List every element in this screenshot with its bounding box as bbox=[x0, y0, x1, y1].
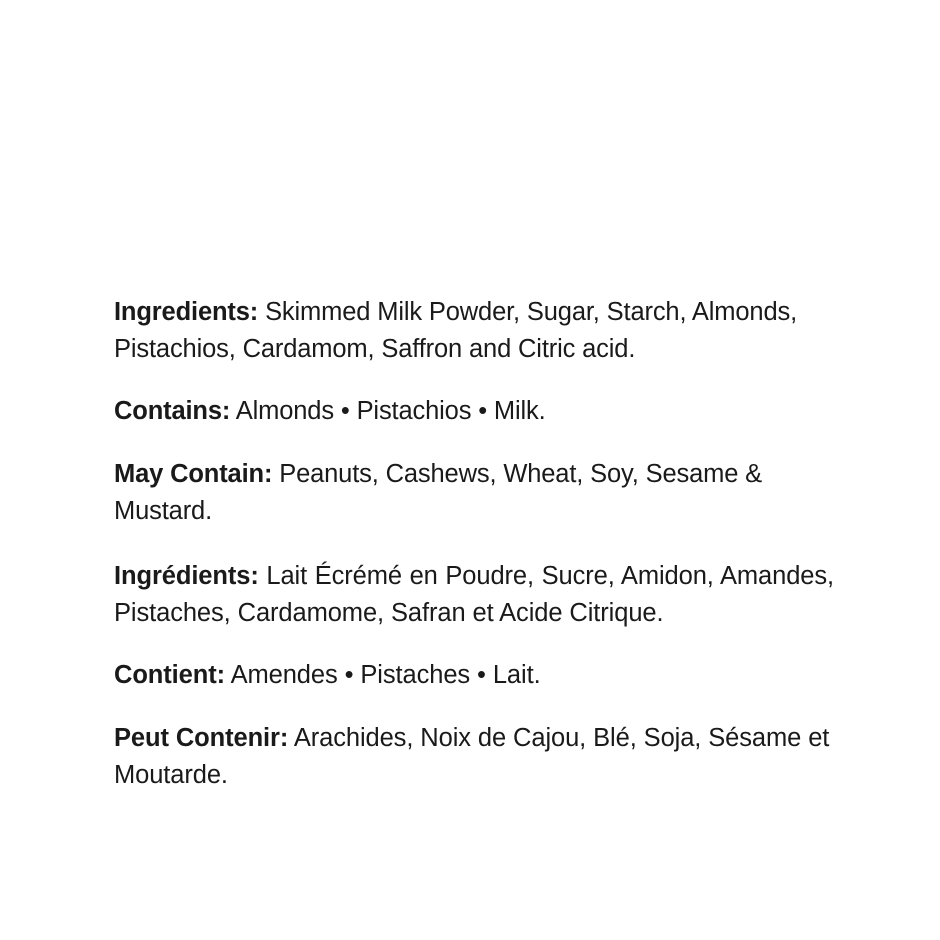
french-ingredients-heading: Ingrédients: bbox=[114, 561, 259, 590]
french-may-contain-line bbox=[114, 720, 837, 794]
english-may-contain-line bbox=[114, 456, 834, 530]
french-section bbox=[114, 558, 841, 794]
french-contains-heading: Contient: bbox=[114, 661, 225, 689]
english-ingredients-line bbox=[114, 294, 834, 368]
english-contains-heading: Contains: bbox=[114, 397, 231, 425]
french-ingredients-line bbox=[114, 558, 841, 632]
french-may-contain-heading: Peut Contenir: bbox=[114, 723, 289, 752]
english-ingredients-heading: Ingredients: bbox=[114, 297, 259, 326]
english-may-contain-text: Peanuts, Cashews, Wheat, Soy, Sesame & Mustard. bbox=[114, 459, 769, 525]
english-contains-text: Almonds • Pistachios • Milk. bbox=[230, 397, 546, 425]
english-contains-line bbox=[114, 393, 834, 430]
english-section bbox=[114, 294, 834, 530]
english-ingredients-text: Skimmed Milk Powder, Sugar, Starch, Almonds, Pistachios, Cardamom, Saffron and Citric acid. bbox=[114, 297, 804, 363]
french-contains-line bbox=[114, 657, 834, 694]
french-contains-text: Amendes • Pistaches • Lait. bbox=[225, 661, 541, 689]
french-may-contain-text: Arachides, Noix de Cajou, Blé, Soja, Sésame et Moutarde. bbox=[114, 723, 837, 789]
french-ingredients-text: Lait Écrémé en Poudre, Sucre, Amidon, Amandes, Pistaches, Cardamome, Safran et Acide Citrique. bbox=[114, 561, 841, 627]
ingredients-label-panel bbox=[114, 268, 841, 819]
english-may-contain-heading: May Contain: bbox=[114, 459, 273, 488]
